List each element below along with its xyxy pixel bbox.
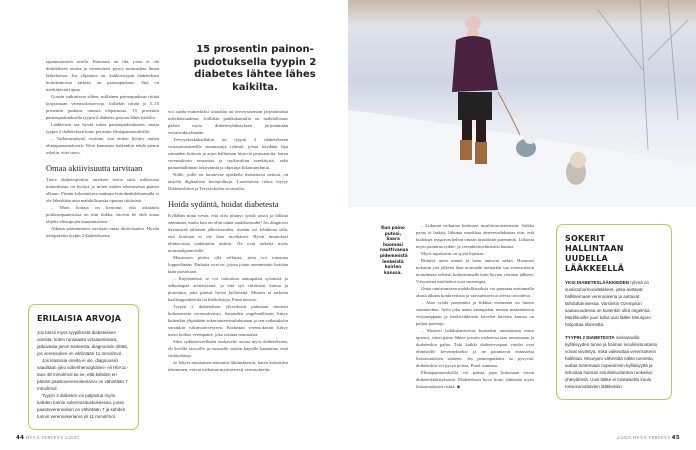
info-box-sokerit-hallintaan: [556, 224, 672, 400]
pull-quote-headline: 15 prosentin painon-pudotuksella tyypin 2 diabetes lähtee lähes kaikilta.: [193, 44, 317, 93]
paragraph: Alkuun pääsemiseen tarvitaan omaa aktiivisuutta. Hyvän tietopaketin tyypin 2 diabeteksesta: [46, 226, 159, 238]
paragraph: Tyypin 2 diabeteksen yhteydessä puhutaan monesti kohonneesta verensokerista. Sairauden ongelmallisuus liittyy kuitenkin ylipäätään sokeriaineenvaihduntaan ja sen vaikutuksiin varsinkin valtimoterveyteen. Korkeaan verensokeriin liittyy usein korkea verenpaine, joka rasittaa munuaisia.: [168, 304, 288, 337]
magazine-name: HYVÄ TERVEYS 2/2025: [25, 435, 79, 440]
footer-left: [16, 435, 79, 441]
left-page-flow: [28, 58, 159, 430]
paragraph: Gosnin vaikuttavat siihen, millainen painonpudotus riittää korjaamaan verensokeriarvoja. Joillekin riittää jo 5–10 prosentin pudotus omasta elopainosta. 15 prosentin painonpudotuksella tyypin 2 diabetes poistuu lähes kaikilta.: [46, 94, 159, 120]
right-column: [416, 222, 534, 390]
paragraph: [565, 279, 663, 328]
paragraph: Jos kärsii myös tyypillisistä diabeteksen oireista, kuten runsaasta virtsaamisesta, jatkuvasta janon tunteesta, diagnoosiin riittää, jos verensokeri on vähintään 11 mmol/mol.: [37, 330, 129, 356]
paragraph: Omia onnistumisen mahdollisuuksia voi parantaa asettamalla alusta alkaen konkreettisia ja saavutettavissa olevia tavoitteita.: [416, 286, 534, 298]
paragraph: Niille, joille on luontevaa opiskella itsenäisesti netissä, on tarjolla digitaalisia hoitopolkuja. Luotettavaa tietoa löytyy Diabetesliiton ja Terveyskylän sivustoilta.: [168, 172, 288, 191]
paragraph: Siksi sydänterveellinen ruokavalio auttaa myös diabetekseen, eli koville rasvoille ja runsaalle suolan käytölle kannattaa etsiä vaihtoehtoja.: [168, 339, 288, 358]
lead-in: TYYPIN 2 DIABETESTA: [565, 335, 615, 340]
lead-in: YKSI DIABETESLÄÄKKEIDEN: [565, 280, 630, 285]
photo-caption: Kun paino putosi, Saara huomasi nauttivansa pidemmistä lenkeistä koirien kanssa.: [380, 225, 409, 275]
box-title: SOKERIT HALLINTAAN UUDELLA LÄÄKKEELLÄ: [565, 234, 625, 273]
paragraph-text: ryhmä on suolistohormonilääkkeet, jotka auttavat hallitsemaan verensokeria ja auttavat laihduttamisessa. Varsinkin Ozempicin saatavuudessa on kuitenkin ollut ongelmia. Markkinoille juuri tullut uusi lääke Mounjaro helpottaa tilannetta.: [565, 280, 651, 327]
paragraph: – Liikunta vaikuttaa kudosten insuliiniresistenssiin. Vaikka paino ei laskisi, liikunta muokkaa aineenvaihduntaa niin, että kudokset reagoivat kehon omaan insuliiniin paremmin. Liikunta myös parantaa sydän- ja verenkiertoelimistön kuntoa.: [416, 223, 535, 249]
paragraph: Jos klassisia oireita ei ole, diagnoosiin vaaditaan joko sokerihemoglobiini- eli HbA1c-taso 48 mmol/mol tai se, että kahden eri päivän paastoverensokeriarvo on vähintään 7 mmol/mol.: [37, 358, 129, 391]
info-box-erilaisia-arvoja: [28, 304, 139, 430]
paragraph: – Moni hoitaja on kertonut, että aikataulu potilastapaamisissa on niin tiukka, etteivät he ehdi antaa ohjeita elintapojen muuttamiseen.: [46, 205, 159, 224]
section-heading: Hoida sydäntä, hoidat diabetesta: [168, 199, 279, 209]
section-heading: Omaa aktiivisuutta tarvitaan: [46, 163, 143, 173]
magazine-name: 2/2025 HYVÄ TERVEYS: [617, 435, 671, 440]
box-title: ERILAISIA ARVOJA: [37, 314, 122, 323]
paragraph: – Tutkimusnäyttö osoittaa, että eniten hyötyy eniten elintapamuutoksista. Niitä kannattaa kaikenkin tehdä pienin askelin, ettei uuvu.: [46, 136, 159, 155]
page-number: 45: [671, 435, 680, 441]
paragraph: Lääkkeistä saa hyvää tukea painonpudotukseen, mutta tyypin 2 diabeteksen hoito perustuu elintapamuutoksille.: [46, 122, 159, 134]
paragraph: Myös tupakointi on syytä lopettaa.: [421, 251, 485, 256]
paragraph: Muutosten pitäisi olla sellaisia, joita voi toteuttaa loppuelämän. Parhaita ovat ne, joissa jotain enemmenin lisätään kuin poistetaan.: [168, 255, 288, 274]
paragraph-text: sairastavilla kylläisyyden tunne ja haiman insuliinintuotanto voivat viivästyä, mikä vaikeuttaa verensokerin hallintaa. Mounjaro vähentää nälän tunnetta, auttaa tuntemaan nopeammin kylläisyyttä ja tehostaa haiman insuliinituotantoa ruokailun yhteydessä. Uusi lääke ei toistaiseksi kuulu Kela-korvattavien lääkkeisiin.: [565, 335, 658, 389]
paragraph: – Monesti laihduttamisessa kuitenkin onnistutaan ensin upeasti, sitten paino lähtee jossain vaiheessa taas nousemaan ja diabeteskin palaa. Toki kaikki diabetesvapaat vuodet ovat elimistölle kevennykseksi ja ne parantavat ennustetta lisäsairauksien suhteen. Jos painonpudotus on pysyvää, diabeteskin voi pysyä poissa, Pirnä summaa.: [416, 328, 534, 368]
photo-woman-walking-dogs-in-snow: [348, 0, 696, 207]
photo-illustration: [348, 0, 696, 207]
paragraph: Tyypin 2 diabetes voi paljastua myös kahden tunnin sokerirasituskokeessa, jossa paastoverensokeri on vähintään 7 ja kahden tunnin verensokeriarvo yli 11 mmol/mol.: [37, 393, 126, 419]
paragraph: – Käytännössä se voi tarkoittaa aamupalan syömistä ja selkeämpää ateriarytmiä, ja että syö riittävästi kuitua ja proteiinia, joka pitävät hyvin kylläisenä. Muutos ei tarkoita kaalisoppadieettiä tai kieltolistoja, Pirnä neuvoo.: [168, 276, 288, 302]
paragraph: Jo lyhyet muutaman minuutin liikuntakerrat, kuten kotitöiden tekeminen, voivat vaikuttaa myönteisesti verensokeriin.: [168, 360, 288, 372]
footer-right: [617, 435, 680, 441]
paragraph: voi saada esimerkiksi sairaalan tai terveysaseman järjestämästä infotilaisuudesta. Joillakin paikkakunnilla on mahdollisuus päästä myös diabetesyhdistyksen järjestämään vertaistukiryhmään.: [168, 109, 288, 135]
paragraph: tapamuutosten avulla. Remissio on tila, jossa ei ole diabeteksen oireita ja verensokeri pysyy normaalina ilman lääkehoitoa. Jos ylipainoa on, kakkostyypin diabeteksen hoitokeinoista tärkein on painonpudotus. Sitä on merkittävästi apua.: [46, 59, 159, 92]
paragraph: Riittävä unen määrä ja laatu auttavat nekin. Huonosti nukutun yön jälkeen ihan normaalit ateriatkin saa verensokerin nousemaan selvästi korkeammalle kuin hyvien yöunien jälkeen. Väsyneenä mielitekot ovat suurempia.: [416, 258, 534, 284]
paragraph: Kyllähän mina tiesin, että olisi pitänyt syödä toisin ja liikkua enemmän, mutta kun on ollut nämä nauhkavuudet! Jos diagnoosi käynnistää tällaisen jälkiviisauden, itseään voi lohduttaa sillä, että koskaan ei ole liian myöhäistä. Hyvät muutokset elintavoissa vaikuttavat aidosti. Ne ovat tärkeitä myös normaalipainoisille.: [168, 213, 288, 253]
middle-column: [168, 108, 288, 373]
left-column: [46, 58, 159, 239]
paragraph: Elintapamuutoksilla voi päästä jopa kokonaan eroon diabeteslääkityksestä. Diabeteksen hyvä hoito vähentää myös lisäsairauksien riskiä. ◆: [416, 370, 534, 389]
paragraph: [565, 334, 663, 390]
paragraph: – Alan syödä paremmin ja liikkua enemmän on huono suunnitelma. Syön joka aamu aamupalan, menen maanantaisin vesijumppaan ja keskiviikkoisin kävelen kaverin kanssa on paljon parempi.: [416, 300, 534, 326]
paragraph: Tuore diabetespotilas tarvitsee tietoa siitä, millaisista muutoksista on hyötyä ja miten niiden tekemisessä pääsee alkuun. Pirnän kokemuksen mukaan hoitohenkilökunnalla ei ole läheskään aina mahdollisuutta opastaa riittävästi.: [46, 177, 159, 203]
paragraph: Terveyskeskuksillakin on tyypin 2 diabetekseen vastasairastuneille suunnattuja ryhmiä, joissa käydään läpi sairauden hoitoon ja arjen hallintaan liittyviä perusasioita, kuten verensokerin seurantaa ja ruokavalion merkitystä, sekä painonhallinnan tukiryhmiä ja ohjattuja liikuntaryhmiä.: [168, 137, 288, 170]
page-number: 44: [16, 435, 25, 441]
